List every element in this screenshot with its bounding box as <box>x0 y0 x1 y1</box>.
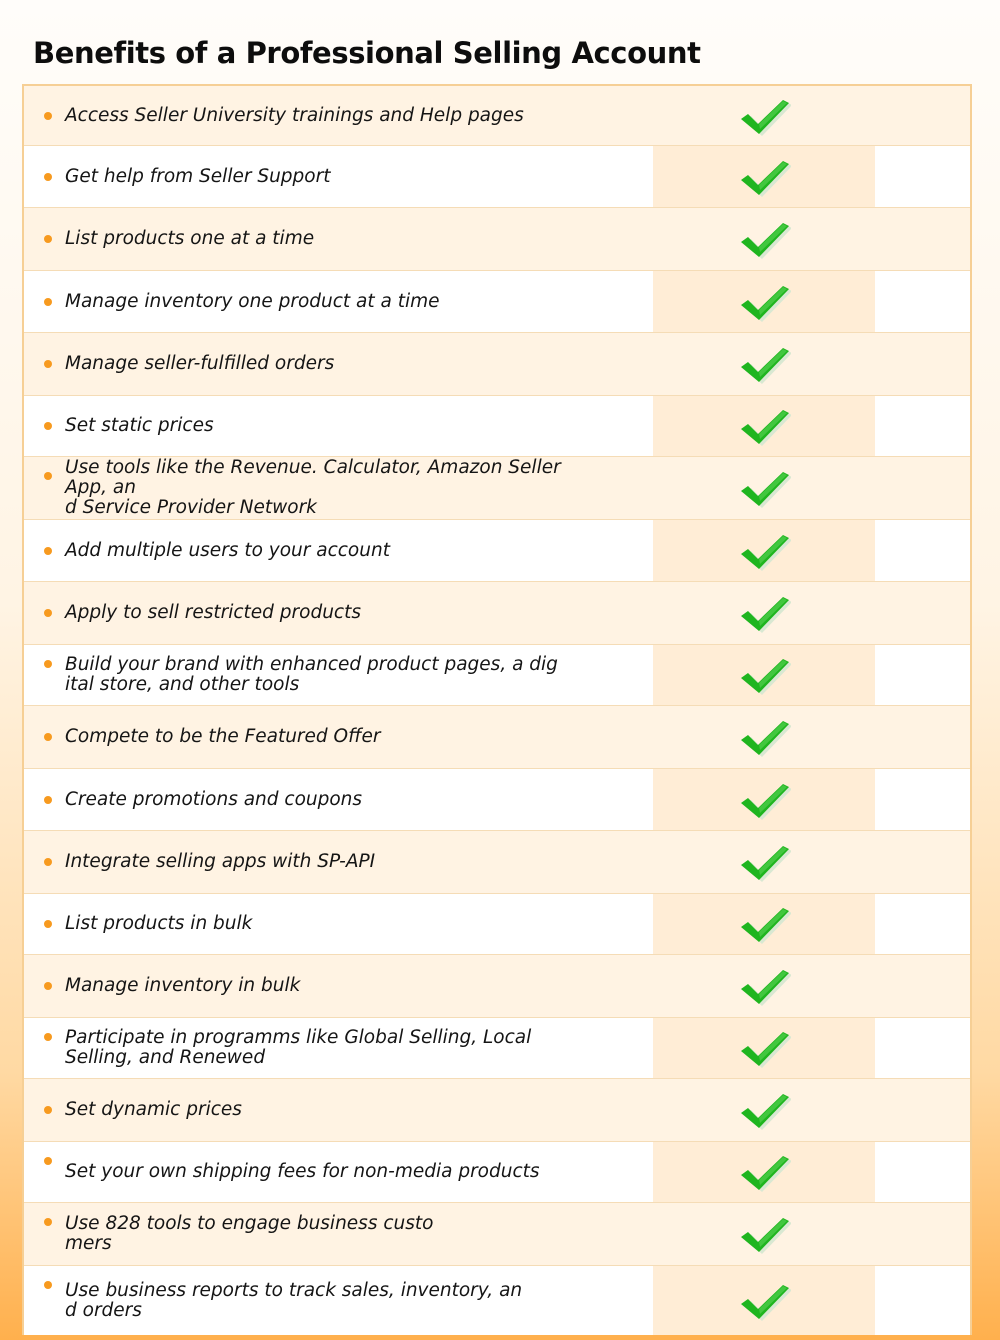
bullet-icon <box>44 547 52 555</box>
benefit-row <box>24 270 970 332</box>
check-icon <box>739 98 791 138</box>
benefit-row <box>24 207 970 270</box>
check-icon <box>739 1154 791 1194</box>
check-icon <box>739 595 791 635</box>
bullet-icon <box>44 609 52 617</box>
bullet-icon <box>44 920 52 928</box>
benefit-label: Add multiple users to your account <box>65 539 390 561</box>
check-icon <box>739 346 791 386</box>
benefit-label: Use tools like the Revenue. Calculator, Amazon Seller App, an d Service Provider Network <box>65 457 561 518</box>
benefit-label: Set static prices <box>65 415 214 436</box>
check-icon <box>739 1283 791 1323</box>
bullet-icon <box>44 660 52 668</box>
benefit-label: List products in bulk <box>65 913 253 934</box>
check-icon <box>739 968 791 1008</box>
benefit-row <box>24 893 970 954</box>
check-icon <box>739 533 791 573</box>
benefit-row <box>24 1265 970 1335</box>
bullet-icon <box>44 796 52 804</box>
benefit-label: Manage inventory one product at a time <box>65 290 440 312</box>
benefit-row <box>24 768 970 830</box>
check-icon <box>739 844 791 884</box>
bullet-icon <box>44 1157 52 1165</box>
bullet-icon <box>44 1281 52 1289</box>
benefit-label: Build your brand with enhanced product pages, a dig ital store, and other tools <box>65 654 558 695</box>
bullet-icon <box>44 112 52 120</box>
benefit-row <box>24 1017 970 1078</box>
bullet-icon <box>44 1218 52 1226</box>
benefit-label: List products one at a time <box>65 228 315 249</box>
benefit-row <box>24 395 970 456</box>
benefit-label: Set your own shipping fees for non-media products <box>65 1161 540 1182</box>
benefit-row <box>24 86 970 145</box>
bullet-icon <box>44 982 52 990</box>
bullet-icon <box>44 298 52 306</box>
benefit-row <box>24 644 970 705</box>
benefit-label: Use 828 tools to engage business custo mers <box>65 1213 434 1254</box>
benefit-row <box>24 705 970 768</box>
benefit-row <box>24 456 970 519</box>
page-title: Benefits of a Professional Selling Account <box>33 36 701 70</box>
benefit-label: Manage seller-fulfilled orders <box>65 353 335 374</box>
benefit-label: Use business reports to track sales, inventory, an d orders <box>65 1279 523 1321</box>
benefits-table <box>22 84 972 1335</box>
benefit-row <box>24 1078 970 1141</box>
check-icon <box>739 1092 791 1132</box>
bullet-icon <box>44 733 52 741</box>
check-icon <box>739 221 791 261</box>
benefit-label: Integrate selling apps with SP-API <box>65 851 376 872</box>
benefit-label: Participate in programms like Global Selling, Local Selling, and Renewed <box>65 1027 532 1068</box>
check-icon <box>739 408 791 448</box>
benefit-row <box>24 145 970 207</box>
benefit-row <box>24 519 970 581</box>
check-icon <box>739 906 791 946</box>
benefit-row <box>24 581 970 644</box>
benefit-row <box>24 830 970 893</box>
check-icon <box>739 719 791 759</box>
benefit-label: Get help from Seller Support <box>65 165 331 187</box>
benefit-label: Compete to be the Featured Offer <box>65 726 381 747</box>
bullet-icon <box>44 1106 52 1114</box>
check-icon <box>739 159 791 199</box>
benefit-label: Manage inventory in bulk <box>65 975 301 996</box>
benefit-label: Create promotions and coupons <box>65 788 363 810</box>
bullet-icon <box>44 858 52 866</box>
benefit-row <box>24 332 970 395</box>
check-icon <box>739 284 791 324</box>
benefit-row <box>24 1202 970 1265</box>
benefit-row <box>24 1141 970 1202</box>
check-icon <box>739 657 791 697</box>
bullet-icon <box>44 173 52 181</box>
bullet-icon <box>44 1033 52 1041</box>
benefit-label: Access Seller University trainings and Help pages <box>65 104 524 126</box>
check-icon <box>739 1030 791 1070</box>
bullet-icon <box>44 422 52 430</box>
check-icon <box>739 1216 791 1256</box>
check-icon <box>739 470 791 510</box>
check-icon <box>739 782 791 822</box>
bullet-icon <box>44 360 52 368</box>
bullet-icon <box>44 472 52 480</box>
benefit-label: Apply to sell restricted products <box>65 602 361 623</box>
benefit-label: Set dynamic prices <box>65 1099 242 1120</box>
benefit-row <box>24 954 970 1017</box>
bullet-icon <box>44 235 52 243</box>
